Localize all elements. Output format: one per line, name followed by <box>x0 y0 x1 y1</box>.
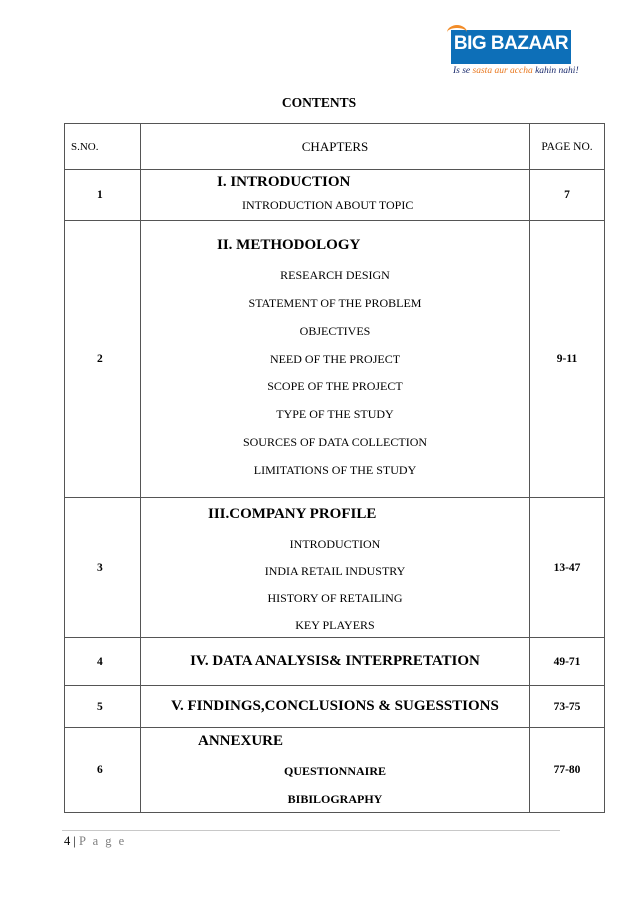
row-page: 7 <box>530 170 605 221</box>
chapter-item: QUESTIONNAIRE <box>283 764 387 778</box>
chapter-item: SCOPE OF THE PROJECT <box>267 379 403 393</box>
row-page: 49-71 <box>530 638 605 686</box>
logo-brand-text: BIG BAZAAR <box>453 33 569 54</box>
chapter-item: OBJECTIVES <box>299 324 371 338</box>
table-row <box>65 221 605 498</box>
footer-divider <box>62 830 560 831</box>
header-sno: S.NO. <box>65 124 141 170</box>
row-sno: 3 <box>65 498 141 638</box>
chapter-heading: V. FINDINGS,CONCLUSIONS & SUGESSTIONS <box>141 686 530 728</box>
row-chapter <box>141 221 530 498</box>
row-sno: 1 <box>65 170 141 221</box>
table-header-row <box>65 124 605 170</box>
page-footer: 4 | P a g e <box>64 834 127 848</box>
row-sno: 2 <box>65 221 141 498</box>
row-page: 13-47 <box>530 498 605 638</box>
row-chapter <box>141 498 530 638</box>
header-chapters: CHAPTERS <box>141 124 530 170</box>
table-row <box>65 638 605 686</box>
table-row <box>65 728 605 813</box>
chapter-item: TYPE OF THE STUDY <box>276 407 394 421</box>
chapter-heading: II. METHODOLOGY <box>217 237 361 253</box>
chapter-heading: IV. DATA ANALYSIS& INTERPRETATION <box>141 638 530 686</box>
chapter-item: INTRODUCTION ABOUT TOPIC <box>242 198 414 212</box>
chapter-heading: I. INTRODUCTION <box>217 174 351 190</box>
chapter-heading: ANNEXURE <box>198 733 284 749</box>
chapter-item: LIMITATIONS OF THE STUDY <box>253 463 417 477</box>
chapter-item: INTRODUCTION <box>289 537 381 551</box>
chapter-item: SOURCES OF DATA COLLECTION <box>242 435 428 449</box>
row-page: 73-75 <box>530 686 605 728</box>
chapter-item: NEED OF THE PROJECT <box>269 352 401 366</box>
header-page: PAGE NO. <box>530 124 605 170</box>
chapter-item: KEY PLAYERS <box>295 618 375 632</box>
table-row <box>65 498 605 638</box>
chapter-item: INDIA RETAIL INDUSTRY <box>264 564 406 578</box>
table-row <box>65 686 605 728</box>
row-chapter <box>141 728 530 813</box>
chapter-item: STATEMENT OF THE PROBLEM <box>248 296 422 310</box>
chapter-item: BIBILOGRAPHY <box>287 792 383 806</box>
logo-tagline: Is se sasta aur accha kahin nahi! <box>453 66 579 76</box>
chapter-heading: III.COMPANY PROFILE <box>208 506 377 522</box>
table-row <box>65 170 605 221</box>
big-bazaar-logo <box>451 30 579 80</box>
row-sno: 4 <box>65 638 141 686</box>
row-page: 9-11 <box>530 221 605 498</box>
page-number: 4 <box>64 834 71 848</box>
contents-title: CONTENTS <box>281 95 357 110</box>
row-sno: 5 <box>65 686 141 728</box>
chapter-item: HISTORY OF RETAILING <box>267 591 403 605</box>
page-label: P a g e <box>79 834 127 848</box>
row-chapter <box>141 170 530 221</box>
contents-table <box>64 123 605 813</box>
row-page: 77-80 <box>530 728 605 813</box>
chapter-item: RESEARCH DESIGN <box>280 268 390 282</box>
row-sno: 6 <box>65 728 141 813</box>
